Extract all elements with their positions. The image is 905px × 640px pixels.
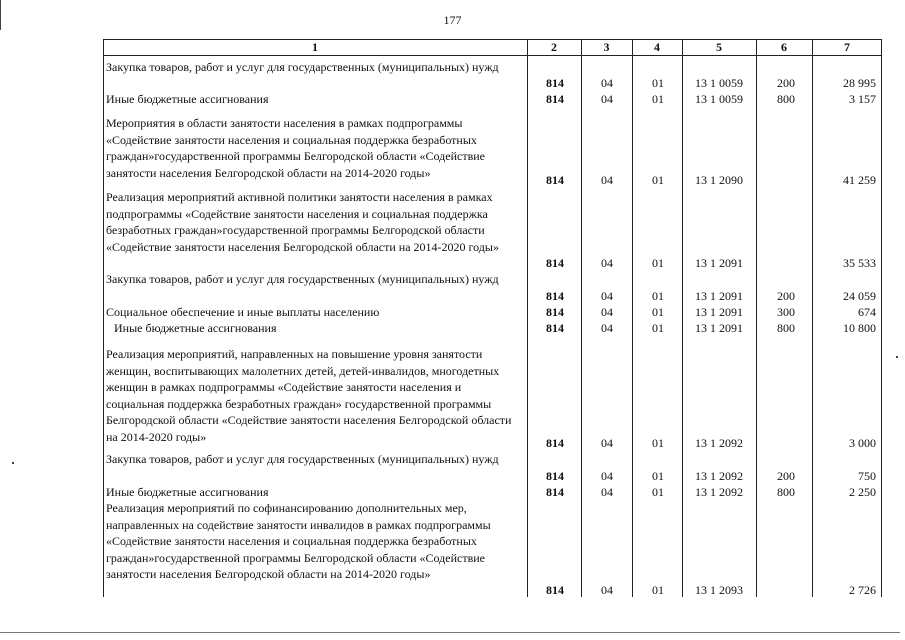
table-row-name: Мероприятия в области занятости населения в рамках подпрограммы «Содействие занятости населения и социальная поддержка безработных граждан»государственной программы Белгородской области «Содействие занятости населения Белгородской области на 2014-2020 годы»: [106, 116, 486, 180]
table-cell-subsection: 01: [652, 321, 664, 335]
table-cell-subsection: 01: [652, 583, 664, 597]
table-cell-type: 800: [777, 92, 795, 106]
table-cell-target: 13 1 0059: [695, 76, 743, 90]
table-cell-section: 04: [601, 469, 613, 483]
table-cell-code: 814: [546, 256, 564, 270]
table-row-name: Социальное обеспечение и иные выплаты населению: [106, 305, 380, 319]
table-cell-amount: 750: [858, 469, 876, 483]
table-cell-amount: 41 259: [843, 173, 876, 187]
table-cell-code: 814: [546, 76, 564, 90]
table-cell-type: 800: [777, 485, 795, 499]
table-row-name: Реализация мероприятий, направленных на повышение уровня занятости женщин, воспитывающих малолетних детей, детей-инвалидов, многодетных женщин в рамках подпрограммы «Содействие занятости населения и социальная поддержка безработных граждан» государственной программы Белгородской области «Содействие занятости населения Белгородской области на 2014-2020 годы»: [106, 347, 512, 444]
column-divider: [581, 39, 582, 597]
table-row-name: Иные бюджетные ассигнования: [106, 485, 269, 499]
page-number: 177: [443, 13, 462, 27]
table-cell-amount: 28 995: [843, 76, 876, 90]
column-divider: [632, 39, 633, 597]
table-row-name: Закупка товаров, работ и услуг для государственных (муниципальных) нужд: [106, 452, 499, 466]
table-cell-code: 814: [546, 485, 564, 499]
table-cell-section: 04: [601, 583, 613, 597]
table-cell-target: 13 1 2090: [695, 173, 743, 187]
table-cell-code: 814: [546, 436, 564, 450]
table-cell-amount: 2 250: [849, 485, 876, 499]
table-cell-section: 04: [601, 173, 613, 187]
table-cell-target: 13 1 2091: [695, 321, 743, 335]
table-cell-type: 200: [777, 289, 795, 303]
column-header-6: 6: [781, 40, 787, 54]
table-cell-amount: 10 800: [843, 321, 876, 335]
table-cell-subsection: 01: [652, 92, 664, 106]
table-row-name: Закупка товаров, работ и услуг для государственных (муниципальных) нужд: [106, 272, 499, 286]
table-cell-subsection: 01: [652, 256, 664, 270]
table-cell-target: 13 1 2092: [695, 485, 743, 499]
column-header-5: 5: [716, 40, 722, 54]
table-row-name: Реализация мероприятий активной политики занятости населения в рамках подпрограммы «Содействие занятости населения и социальная поддержка безработных граждан»государственной программы Белгородской области «Содействие занятости населения Белгородской области на 2014-2020 годы»: [106, 190, 499, 254]
table-cell-amount: 674: [858, 305, 876, 319]
table-cell-subsection: 01: [652, 289, 664, 303]
column-header-2: 2: [551, 40, 557, 54]
table-cell-section: 04: [601, 289, 613, 303]
table-cell-type: 800: [777, 321, 795, 335]
column-divider: [527, 39, 528, 597]
table-cell-subsection: 01: [652, 485, 664, 499]
table-cell-target: 13 1 2093: [695, 583, 743, 597]
column-header-1: 1: [312, 40, 318, 54]
table-cell-section: 04: [601, 76, 613, 90]
table-cell-target: 13 1 2092: [695, 436, 743, 450]
table-header: [103, 39, 882, 56]
table-cell-section: 04: [601, 485, 613, 499]
table-cell-type: 200: [777, 469, 795, 483]
table-cell-amount: 3 157: [849, 92, 876, 106]
table-cell-code: 814: [546, 469, 564, 483]
scan-speck: [896, 356, 898, 358]
column-header-4: 4: [654, 40, 660, 54]
table-cell-amount: 2 726: [849, 583, 876, 597]
column-divider: [756, 39, 757, 597]
scan-bottom-rule: [0, 632, 900, 633]
table-cell-subsection: 01: [652, 436, 664, 450]
table-cell-amount: 24 059: [843, 289, 876, 303]
table-cell-target: 13 1 2091: [695, 289, 743, 303]
table-cell-target: 13 1 2092: [695, 469, 743, 483]
table-cell-section: 04: [601, 321, 613, 335]
scan-edge-mark: [0, 0, 1, 30]
table-row-name: Иные бюджетные ассигнования: [114, 321, 277, 335]
table-cell-code: 814: [546, 173, 564, 187]
table-cell-subsection: 01: [652, 469, 664, 483]
table-cell-code: 814: [546, 305, 564, 319]
table-cell-code: 814: [546, 92, 564, 106]
table-cell-amount: 35 533: [843, 256, 876, 270]
table-cell-section: 04: [601, 256, 613, 270]
table-cell-code: 814: [546, 321, 564, 335]
table-cell-target: 13 1 2091: [695, 305, 743, 319]
table-cell-code: 814: [546, 583, 564, 597]
table-cell-subsection: 01: [652, 305, 664, 319]
table-cell-subsection: 01: [652, 173, 664, 187]
column-header-3: 3: [603, 40, 610, 54]
column-header-7: 7: [844, 40, 850, 54]
table-row-name: Закупка товаров, работ и услуг для государственных (муниципальных) нужд: [106, 60, 499, 74]
table-cell-type: 200: [777, 76, 795, 90]
table-cell-type: 300: [777, 305, 795, 319]
table-cell-target: 13 1 2091: [695, 256, 743, 270]
table-row-name: Иные бюджетные ассигнования: [106, 92, 269, 106]
table-cell-amount: 3 000: [849, 436, 876, 450]
table-cell-section: 04: [601, 305, 613, 319]
table-cell-section: 04: [601, 92, 613, 106]
table-cell-subsection: 01: [652, 76, 664, 90]
table-row-name: Реализация мероприятий по софинансированию дополнительных мер, направленных на содействие занятости инвалидов в рамках подпрограммы «Содействие занятости населения и социальная поддержка безработных граждан»государственной программы Белгородской области «Содействие занятости населения Белгородской области на 2014-2020 годы»: [106, 501, 491, 581]
scan-speck: [12, 462, 14, 464]
table-cell-section: 04: [601, 436, 613, 450]
table-cell-target: 13 1 0059: [695, 92, 743, 106]
table-cell-code: 814: [546, 289, 564, 303]
